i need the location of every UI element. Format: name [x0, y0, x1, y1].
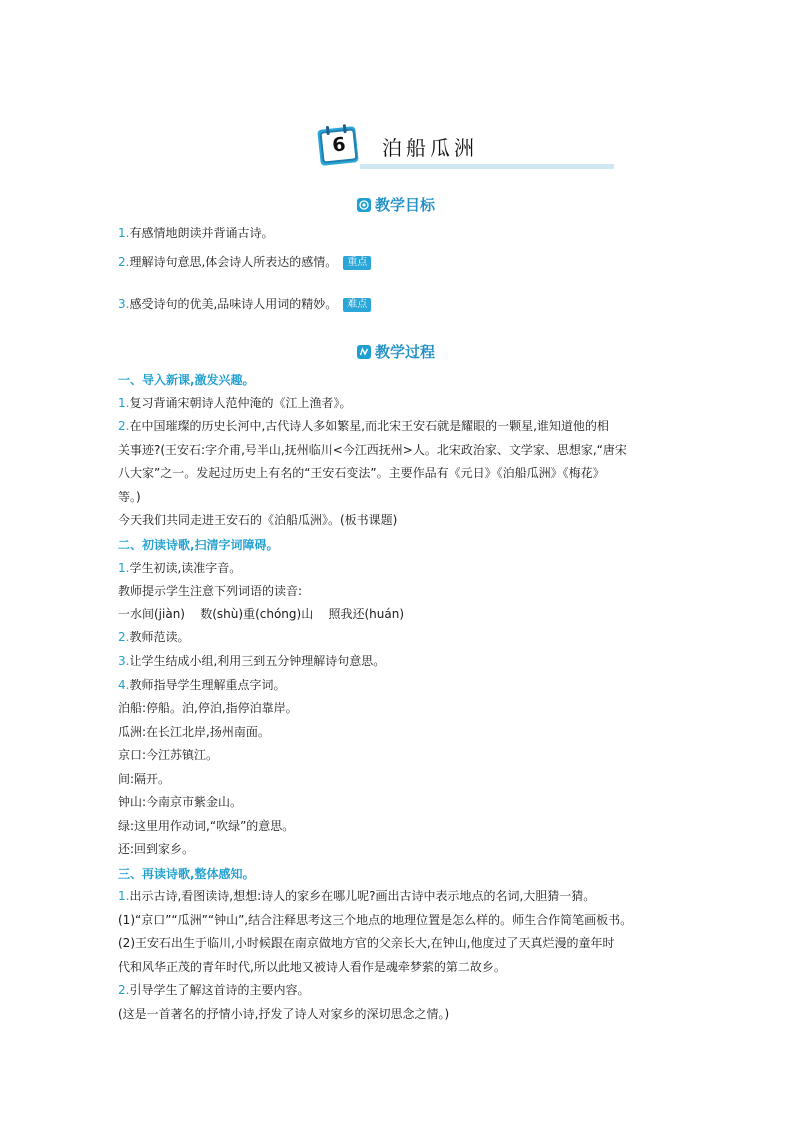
s3-sub-1: (1)“京口”“瓜洲”“钟山”,结合注释思考这三个地点的地理位置是怎么样的。师生合作简笔画板书。: [118, 913, 633, 927]
lesson-title: 泊船瓜洲: [382, 136, 478, 160]
word-note: 京口:今江苏镇江。: [118, 748, 219, 762]
lesson-title-block: [312, 122, 616, 172]
s3-item-2: 2.引导学生了解这首诗的主要内容。: [118, 983, 310, 997]
title-underline: [360, 164, 614, 169]
s1-item-3: 今天我们共同走进王安石的《泊船瓜洲》。(板书课题): [118, 513, 398, 527]
s2-pronunciations: 一水间(jiàn) 数(shù)重(chóng)山 照我还(huán): [118, 607, 404, 621]
goal-item-1: 1.有感情地朗读并背诵古诗。: [118, 226, 274, 240]
word-note: 绿:这里用作动词,“吹绿”的意思。: [118, 819, 295, 833]
s1-item-2-line2: 关事迹?(王安石:字介甫,号半山,抚州临川<今江西抚州>人。北宋政治家、文学家、思想家,“唐宋: [118, 443, 627, 457]
goals-heading-text: 教学目标: [375, 196, 436, 214]
section-3-title: 三、再读诗歌,整体感知。: [118, 867, 255, 881]
process-heading: [357, 341, 435, 362]
difficulty-badge: 难点: [343, 298, 371, 312]
s1-item-2-line1: 2.在中国璀璨的历史长河中,古代诗人多如繁星,而北宋王安石就是耀眼的一颗星,谁知道他的相: [118, 419, 609, 433]
s2-item-4: 4.教师指导学生理解重点字词。: [118, 678, 286, 692]
s1-item-2-line4: 等。): [118, 490, 141, 504]
process-icon: [357, 345, 371, 359]
s2-item-3: 3.让学生结成小组,利用三到五分钟理解诗句意思。: [118, 654, 386, 668]
word-note: 间:隔开。: [118, 772, 171, 786]
section-1-title: 一、导入新课,激发兴趣。: [118, 373, 255, 387]
key-point-badge: 重点: [343, 256, 371, 270]
s2-hint: 教师提示学生注意下列词语的读音:: [118, 584, 303, 598]
s2-item-2: 2.教师范读。: [118, 630, 190, 644]
word-note: 还:回到家乡。: [118, 842, 195, 856]
s3-item-1: 1.出示古诗,看图读诗,想想:诗人的家乡在哪儿呢?画出古诗中表示地点的名词,大胆猜一猜。: [118, 889, 596, 903]
s1-item-2-line3: 八大家”之一。发起过历史上有名的“王安石变法”。主要作品有《元日》《泊船瓜洲》《梅花》: [118, 466, 605, 480]
word-note: 泊船:停船。泊,停泊,指停泊靠岸。: [118, 701, 298, 715]
word-note: 钟山:今南京市紫金山。: [118, 795, 243, 809]
process-heading-text: 教学过程: [375, 343, 436, 361]
goal-item-2: 2.理解诗句意思,体会诗人所表达的感情。 重点: [118, 252, 371, 272]
goal-item-3: 3.感受诗句的优美,品味诗人用词的精妙。 难点: [118, 294, 371, 314]
s2-item-1: 1.学生初读,读准字音。: [118, 561, 242, 575]
goals-heading: [357, 194, 435, 215]
s3-sub-2-line2: 代和风华正茂的青年时代,所以此地又被诗人看作是魂牵梦萦的第二故乡。: [118, 960, 506, 974]
lesson-number: 6: [331, 133, 347, 157]
word-note: 瓜洲:在长江北岸,扬州南面。: [118, 725, 270, 739]
s3-answer: (这是一首著名的抒情小诗,抒发了诗人对家乡的深切思念之情。): [118, 1007, 450, 1021]
target-icon: [357, 198, 371, 212]
s3-sub-2-line1: (2)王安石出生于临川,小时候跟在南京做地方官的父亲长大,在钟山,他度过了天真烂漫的童年时: [118, 936, 615, 950]
s1-item-1: 1.复习背诵宋朝诗人范仲淹的《江上渔者》。: [118, 396, 352, 410]
section-2-title: 二、初读诗歌,扫清字词障碍。: [118, 538, 279, 552]
